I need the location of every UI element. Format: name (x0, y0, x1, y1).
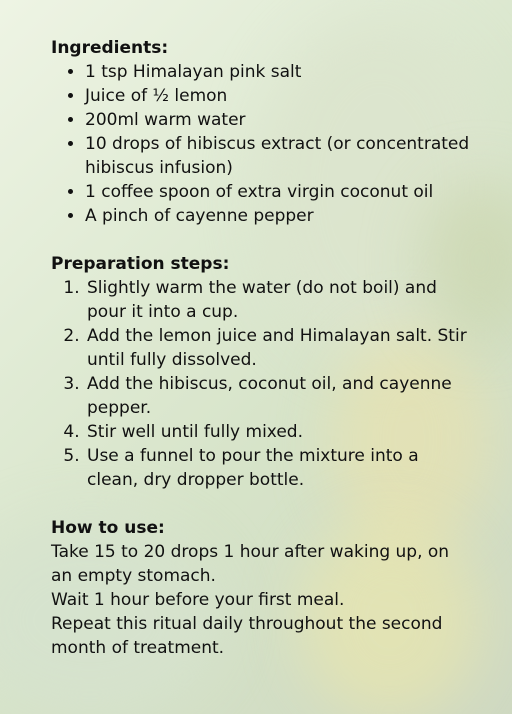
ingredient-item: • 1 coffee spoon of extra virgin coconut oil (85, 180, 471, 204)
preparation-step: 4. Stir well until fully mixed. (85, 420, 471, 444)
ingredient-item: • A pinch of cayenne pepper (85, 204, 471, 228)
preparation-step: 1. Slightly warm the water (do not boil) and pour it into a cup. (85, 276, 471, 324)
recipe-card (51, 36, 471, 660)
usage-line: Wait 1 hour before your first meal. (51, 590, 345, 610)
usage-section (51, 516, 471, 660)
preparation-step: 2. Add the lemon juice and Himalayan salt. Stir until fully dissolved. (85, 324, 471, 372)
preparation-step: 5. Use a funnel to pour the mixture into a clean, dry dropper bottle. (85, 444, 471, 492)
ingredients-heading: Ingredients: (51, 38, 169, 58)
ingredient-item: • 200ml warm water (85, 108, 471, 132)
usage-heading: How to use: (51, 518, 165, 538)
preparation-section (51, 252, 471, 492)
ingredient-item: • Juice of ½ lemon (85, 84, 471, 108)
preparation-step: 3. Add the hibiscus, coconut oil, and cayenne pepper. (85, 372, 471, 420)
preparation-steps-list (51, 276, 471, 492)
ingredients-list (51, 60, 471, 228)
usage-line: Take 15 to 20 drops 1 hour after waking up, on an empty stomach. (51, 542, 450, 586)
ingredient-item: • 1 tsp Himalayan pink salt (85, 60, 471, 84)
usage-line: Repeat this ritual daily throughout the second month of treatment. (51, 614, 443, 658)
ingredient-item: • 10 drops of hibiscus extract (or concentrated hibiscus infusion) (85, 132, 471, 180)
ingredients-section (51, 36, 471, 228)
preparation-heading: Preparation steps: (51, 254, 230, 274)
